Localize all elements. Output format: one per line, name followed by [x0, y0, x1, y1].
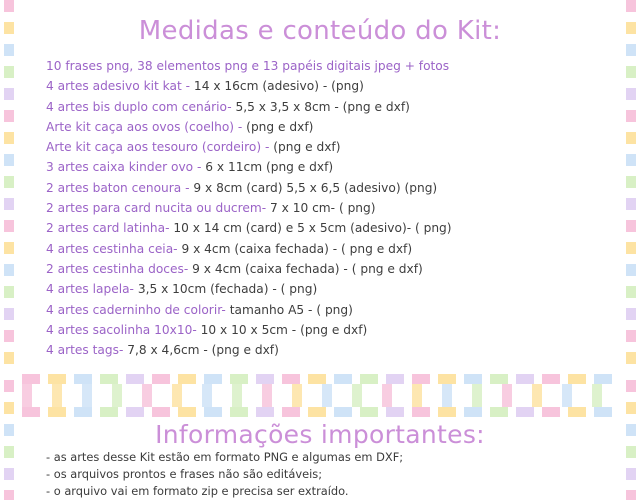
kit-items-list: [46, 56, 606, 360]
item-detail: 10 x 10 x 5cm - (png e dxf): [196, 322, 368, 337]
list-item: [46, 279, 606, 299]
list-item: [46, 97, 606, 117]
item-detail: 3,5 x 10cm (fechada) - ( png): [133, 282, 318, 297]
list-item: [46, 340, 606, 360]
list-item: [46, 218, 606, 238]
list-item: [46, 300, 606, 320]
item-detail: (png e dxf): [242, 119, 314, 134]
list-item: [46, 76, 606, 96]
list-item: [46, 137, 606, 157]
list-item: [46, 56, 606, 76]
section-divider-bottom: [22, 407, 618, 417]
item-label: 2 artes para card nucita ou ducrem-: [46, 201, 267, 216]
list-item: [46, 117, 606, 137]
item-detail: 5,5 x 3,5 x 8cm - (png e dxf): [231, 99, 410, 114]
item-detail: 9 x 4cm (caixa fechada) - ( png e dxf): [177, 241, 413, 256]
info-item: - os arquivos prontos e frases não são editáveis;: [46, 467, 323, 481]
item-label: 3 artes caixa kinder ovo -: [46, 160, 202, 175]
item-label: 4 artes sacolinha 10x10-: [46, 322, 197, 337]
item-label: Arte kit caça aos ovos (coelho) -: [46, 119, 243, 134]
section-divider-ladder: [22, 384, 618, 407]
kit-contents-heading: Medidas e conteúdo do Kit:: [138, 16, 502, 46]
right-border-decoration: [626, 0, 636, 372]
list-item: [46, 259, 606, 279]
item-detail: 14 x 16cm (adesivo) - (png): [190, 79, 364, 94]
info-item: - o arquivo vai em formato zip e precisa ser extraído.: [46, 484, 349, 498]
item-label: 4 artes bis duplo com cenário-: [46, 99, 232, 114]
item-detail: 7,8 x 4,6cm - (png e dxf): [123, 343, 279, 358]
info-item: - as artes desse Kit estão em formato PNG e algumas em DXF;: [46, 450, 404, 464]
item-label: 2 artes baton cenoura -: [46, 180, 190, 195]
important-info-heading: Informações importantes:: [155, 420, 485, 449]
list-item: [46, 178, 606, 198]
section-divider-top: [22, 374, 618, 384]
list-item: [46, 320, 606, 340]
list-item: [46, 157, 606, 177]
left-border-decoration: [4, 0, 14, 372]
item-label: 4 artes caderninho de colorir-: [46, 302, 226, 317]
item-detail: 7 x 10 cm- ( png): [266, 201, 376, 216]
item-label: 4 artes adesivo kit kat -: [46, 79, 191, 94]
item-label: 4 artes tags-: [46, 343, 124, 358]
list-item: [46, 198, 606, 218]
item-label: Arte kit caça aos tesouro (cordeiro) -: [46, 140, 270, 155]
item-detail: (png e dxf): [269, 140, 341, 155]
item-detail: 6 x 11cm (png e dxf): [201, 160, 334, 175]
item-detail: tamanho A5 - ( png): [225, 302, 353, 317]
item-label: 4 artes cestinha ceia-: [46, 241, 178, 256]
item-detail: 9 x 8cm (card) 5,5 x 6,5 (adesivo) (png): [189, 180, 438, 195]
item-label: 2 artes card latinha-: [46, 221, 170, 236]
important-info-list: [46, 449, 606, 500]
item-detail: 9 x 4cm (caixa fechada) - ( png e dxf): [188, 261, 423, 276]
item-label: 10 frases png, 38 elementos png e 13 papéis digitais jpeg + fotos: [46, 59, 450, 73]
list-item: [46, 239, 606, 259]
item-label: 4 artes lapela-: [46, 282, 134, 297]
item-detail: 10 x 14 cm (card) e 5 x 5cm (adesivo)- ( png): [169, 221, 452, 236]
item-label: 2 artes cestinha doces-: [46, 261, 189, 276]
